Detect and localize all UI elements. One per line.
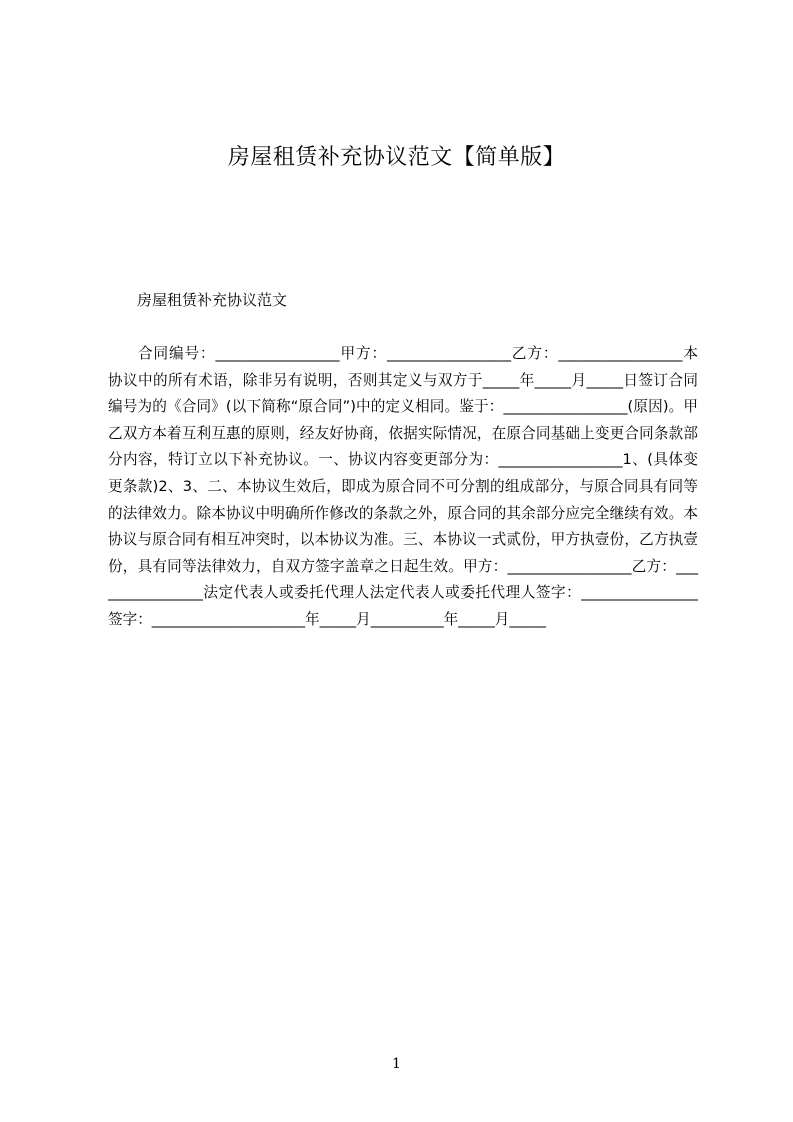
- page-number: 1: [392, 1056, 401, 1072]
- document-title: 房屋租赁补充协议范文【简单版】: [227, 145, 566, 170]
- document-body: 合同编号：_________________甲方：_________________乙方：_________________本协议中的所有术语，除非另有说明，否则其定义与双方于_____年_____月_____日签订合同编号为的《合同》(以下简称“原合同”)中的定义相同。鉴于：_________________(原因)。甲乙双方本着互利互惠的原则，经友好协商，依据实际情况，在原合同基础上变更合同条款部分内容，特订立以下补充协议。一、协议内容变更部分为：_________________1、(具体变更条款)2、3、二、本协议生效后，即成为原合同不可分割的组成部分，与原合同具有同等的法律效力。除本协议中明确所作修改的条款之外，原合同的其余部分应完全继续有效。本协议与原合同有相互冲突时，以本协议为准。三、本协议一式贰份，甲方执壹份，乙方执壹份，具有同等法律效力，自双方签字盖章之日起生效。甲方：_________________乙方：________________法定代表人或委托代理人法定代表人或委托代理人签字：________________签字：_____________________年_____月__________年_____月_____: [108, 345, 698, 628]
- document-subtitle: 房屋租赁补充协议范文: [137, 291, 288, 309]
